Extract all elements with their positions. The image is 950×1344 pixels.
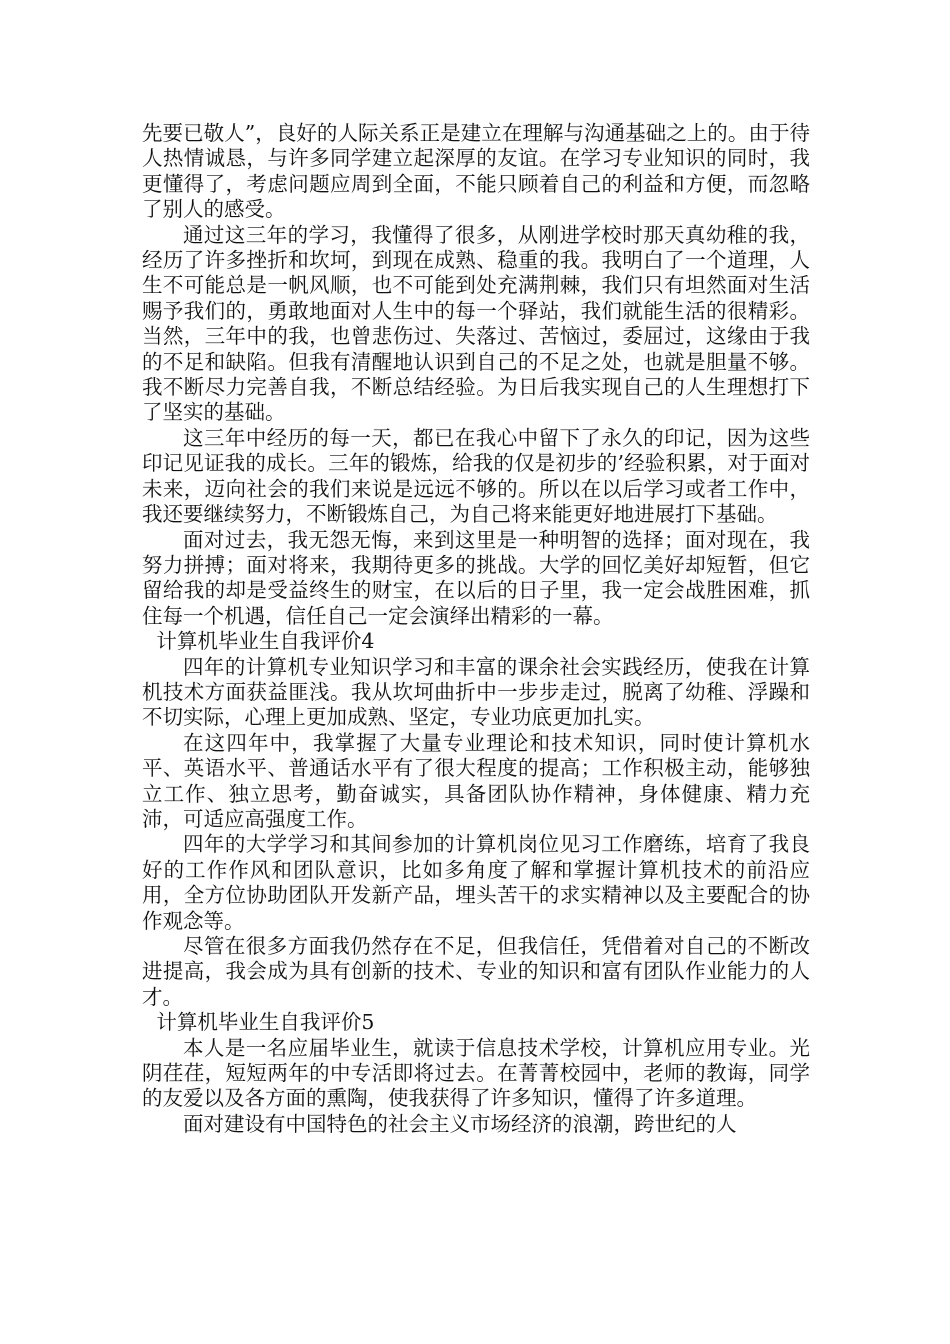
paragraph: 在这四年中，我掌握了大量专业理论和技术知识，同时使计算机水平、英语水平、普通话水平有了很大程度的提高；工作积极主动，能够独立工作、独立思考，勤奋诚实，具备团队协作精神，身体健康、精力充沛，可适应高强度工作。 [142, 730, 810, 831]
paragraph: 面对过去，我无怨无悔，来到这里是一种明智的选择；面对现在，我努力拼搏；面对将来，我期待更多的挑战。大学的回忆美好却短暂，但它留给我的却是受益终生的财宝，在以后的日子里，我一定会战胜困难，抓住每一个机遇，信任自己一定会演绎出精彩的一幕。 [142, 527, 810, 628]
paragraph: 这三年中经历的每一天，都已在我心中留下了永久的印记，因为这些印记见证我的成长。三年的锻炼，给我的仅是初步的’经验积累，对于面对未来，迈向社会的我们来说是远远不够的。所以在以后学习或者工作中，我还要继续努力，不断锻炼自己，为自己将来能更好地进展打下基础。 [142, 425, 810, 527]
paragraph: 四年的计算机专业知识学习和丰富的课余社会实践经历，使我在计算机技术方面获益匪浅。我从坎坷曲折中一步步走过，脱离了幼稚、浮躁和不切实际，心理上更加成熟、坚定，专业功底更加扎实。 [142, 654, 810, 730]
paragraph: 面对建设有中国特色的社会主义市场经济的浪潮，跨世纪的人 [183, 1111, 737, 1136]
paragraph: 通过这三年的学习，我懂得了很多，从刚进学校时那天真幼稚的我，经历了许多挫折和坎坷，到现在成熟、稳重的我。我明白了一个道理，人生不可能总是一帆风顺，也不可能到处充满荆棘，我们只有坦然面对生活赐予我们的，勇敢地面对人生中的每一个驿站，我们就能生活的很精彩。当然，三年中的我，也曾悲伤过、失落过、苦恼过，委屈过，这缘由于我的不足和缺陷。但我有清醒地认识到自己的不足之处，也就是胆量不够。我不断尽力完善自我，不断总结经验。为日后我实现自己的人生理想打下了坚实的基础。 [142, 222, 810, 425]
paragraph-continued: 先要已敬人”，良好的人际关系正是建立在理解与沟通基础之上的。由于待人热情诚恳，与许多同学建立起深厚的友谊。在学习专业知识的同时，我更懂得了，考虑问题应周到全面，不能只顾着自己的利益和方便，而忽略了别人的感受。 [142, 121, 810, 222]
paragraph: 本人是一名应届毕业生，就读于信息技术学校，计算机应用专业。光阴荏荏，短短两年的中专活即将过去。在菁菁校园中，老师的教诲，同学的友爱以及各方面的熏陶，使我获得了许多知识，懂得了许多道理。 [142, 1035, 810, 1111]
paragraph: 尽管在很多方面我仍然存在不足，但我信任，凭借着对自己的不断改进提高，我会成为具有创新的技术、专业的知识和富有团队作业能力的人才。 [142, 934, 810, 1009]
section-heading: 计算机毕业生自我评价5 [156, 1010, 375, 1035]
document-page [142, 121, 810, 1137]
paragraph: 四年的大学学习和其间参加的计算机岗位见习工作磨练，培育了我良好的工作作风和团队意识，比如多角度了解和掌握计算机技术的前沿应用，全方位协助团队开发新产品，埋头苦干的求实精神以及主要配合的协作观念等。 [142, 832, 810, 933]
section-heading: 计算机毕业生自我评价4 [156, 629, 375, 654]
